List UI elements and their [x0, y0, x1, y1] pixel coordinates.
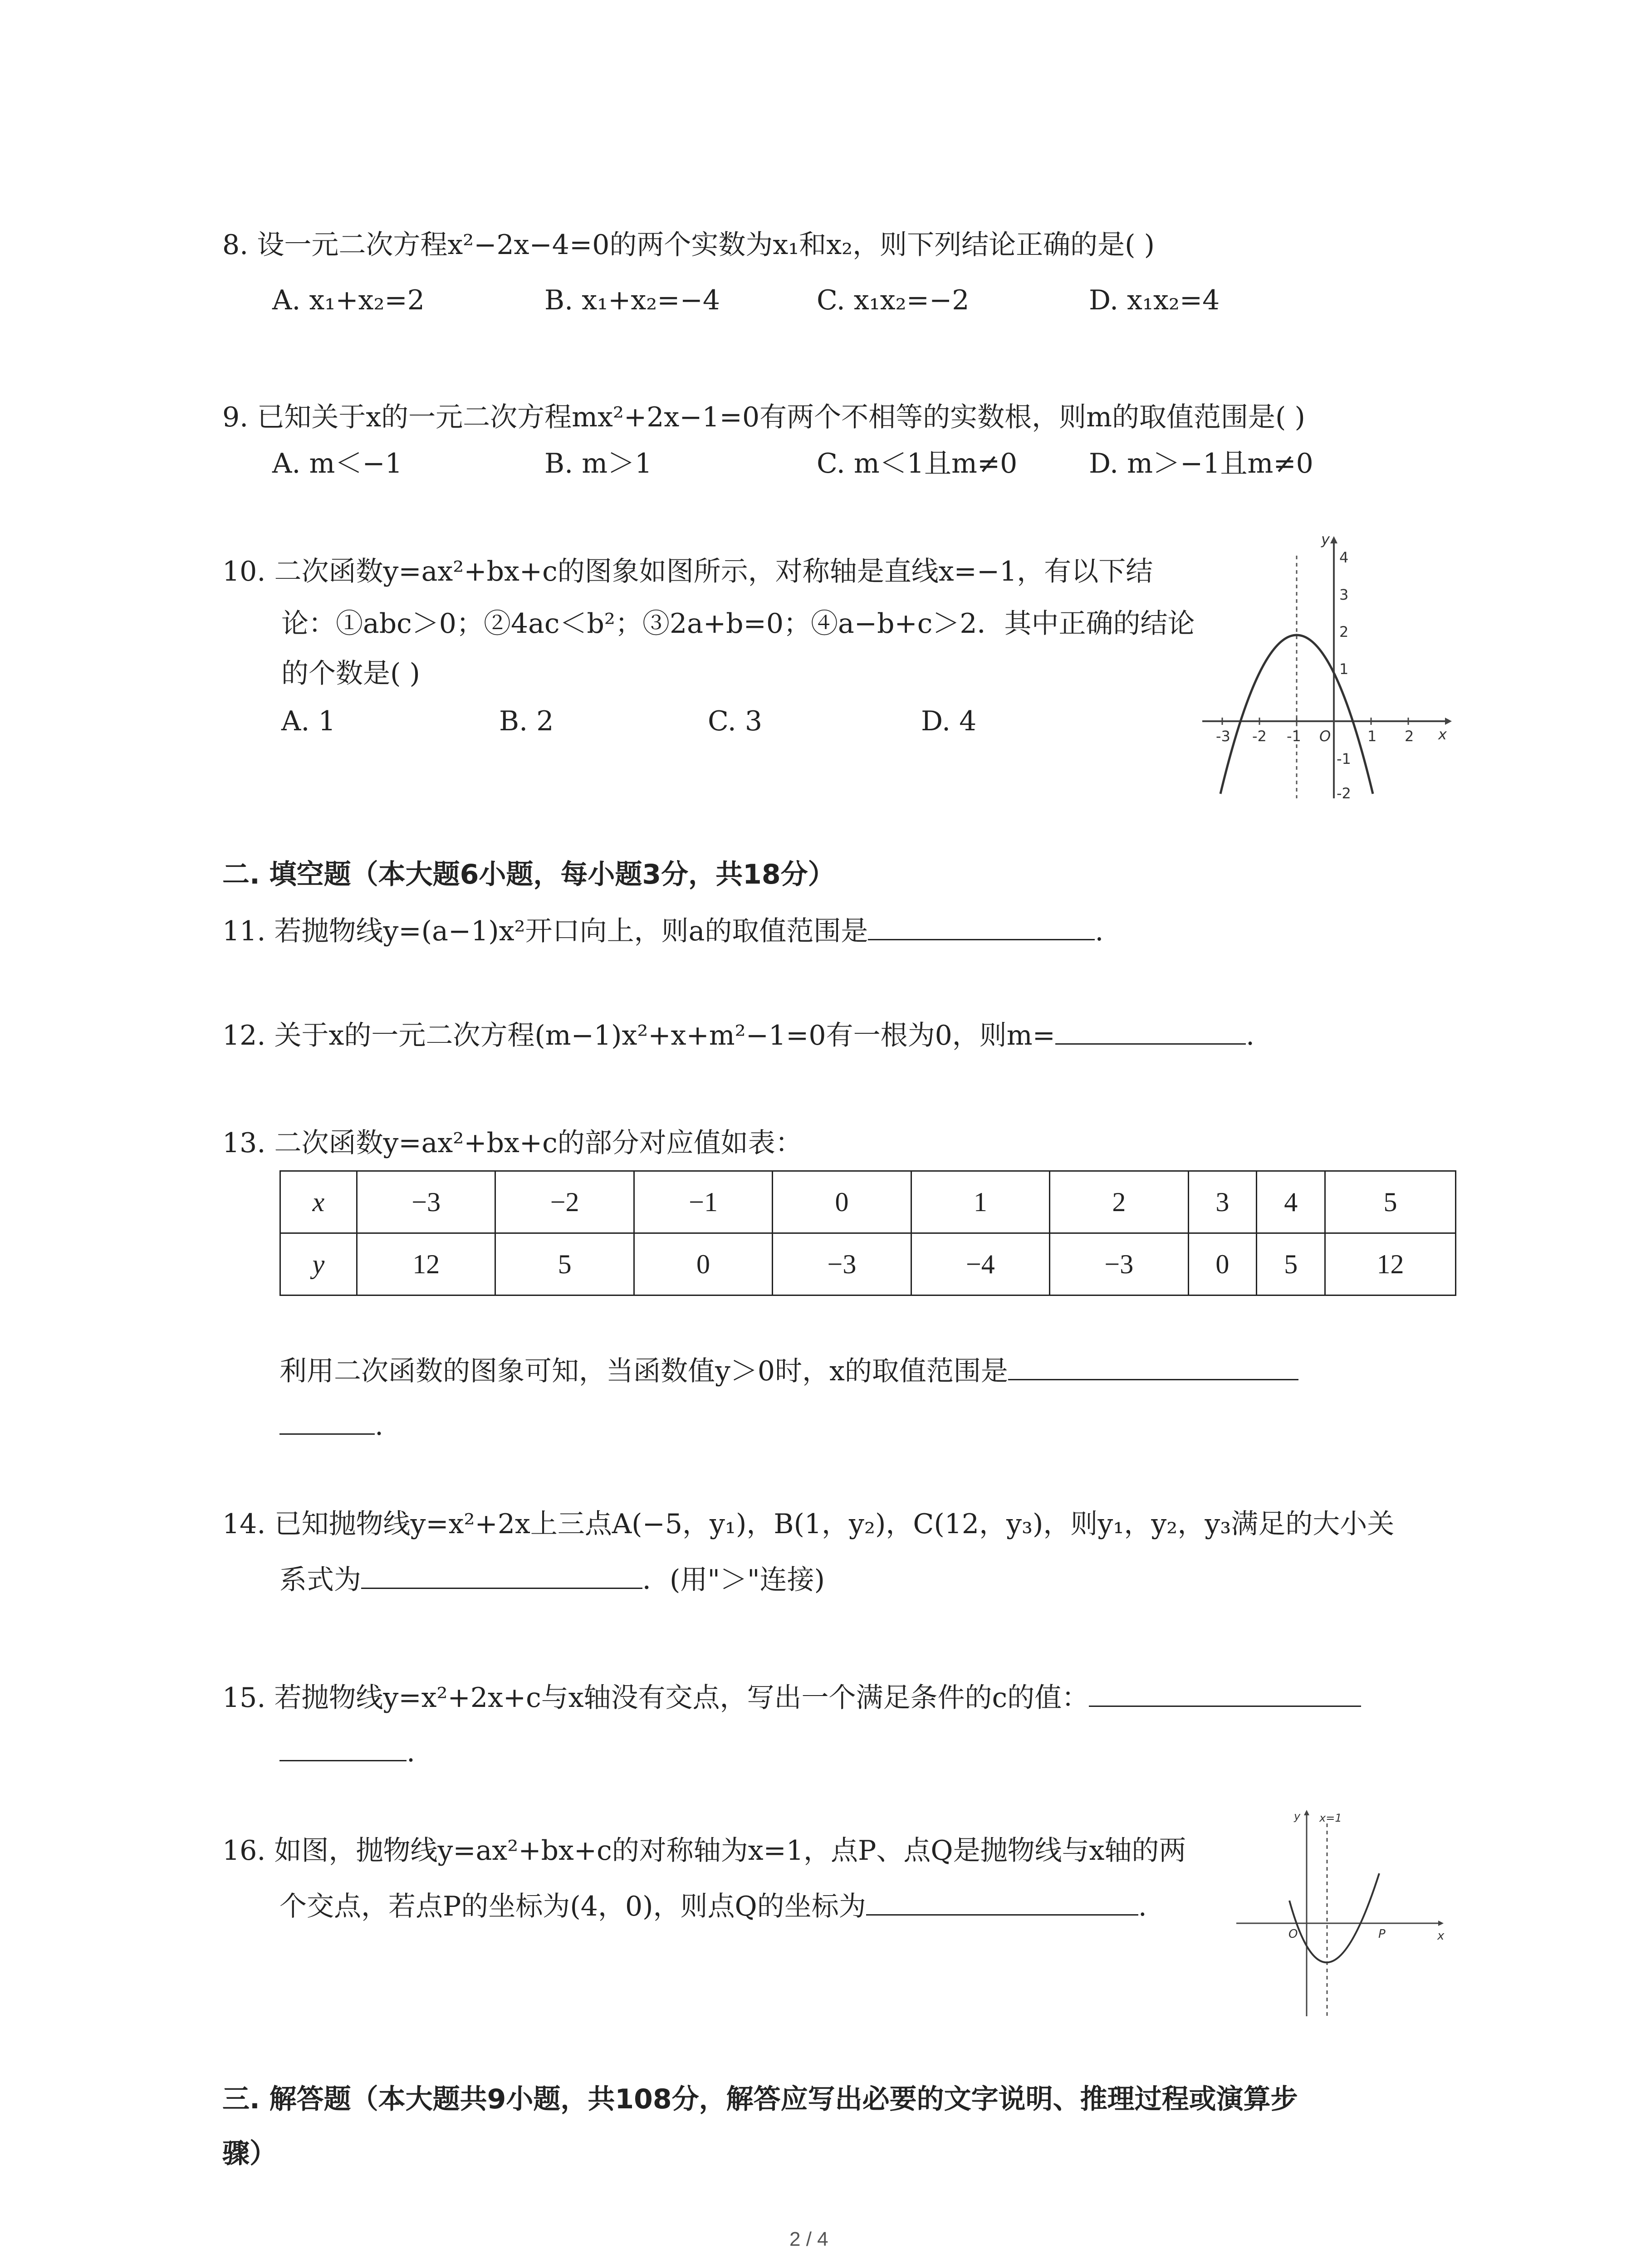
table-cell: 5 [1257, 1233, 1325, 1295]
q9-option-d: D. m＞−1且m≠0 [1089, 448, 1313, 479]
answer-blank[interactable] [361, 1560, 642, 1589]
question-13-blank-cont [279, 1406, 383, 1444]
table-cell: 5 [1325, 1171, 1456, 1233]
x-axis-arrow-icon [1445, 718, 1452, 725]
origin-label: O [1319, 728, 1331, 745]
y-tick-label: 2 [1339, 623, 1349, 640]
page-number: 2 / 4 [789, 2228, 828, 2250]
question-12-end: . [1245, 1020, 1255, 1051]
question-10-line-1: 10. 二次函数y=ax²+bx+c的图象如图所示，对称轴是直线x=−1，有以下结 [222, 556, 1153, 587]
question-14-line-2 [279, 1560, 825, 1598]
question-15 [222, 1678, 1361, 1716]
table-cell: 4 [1257, 1171, 1325, 1233]
x-tick-label: -1 [1287, 728, 1301, 745]
question-13-end: . [375, 1410, 384, 1442]
section-3-title-line-1: 三. 解答题（本大题共9小题，共108分，解答应写出必要的文字说明、推理过程或演算步 [222, 2083, 1298, 2115]
answer-blank[interactable] [868, 912, 1095, 940]
q8-option-d: D. x₁x₂=4 [1089, 284, 1220, 316]
origin-label: O [1288, 1927, 1298, 1941]
value-table [279, 1170, 1456, 1296]
y-axis-arrow-icon [1304, 1810, 1309, 1815]
question-10-line-3: 的个数是( ) [281, 658, 420, 689]
question-9-stem: 9. 已知关于x的一元二次方程mx²+2x−1=0有两个不相等的实数根，则m的取值范围是( ) [222, 401, 1305, 433]
q10-option-c: C. 3 [708, 705, 763, 737]
question-14-end: ．(用"＞"连接) [642, 1564, 825, 1596]
table-cell: −1 [634, 1171, 772, 1233]
table-cell: 5 [495, 1233, 634, 1295]
question-11-end: . [1095, 915, 1104, 947]
x-tick-label: 2 [1405, 728, 1414, 745]
table-cell: −3 [1050, 1233, 1188, 1295]
question-12-stem: 12. 关于x的一元二次方程(m−1)x²+x+m²−1=0有一根为0，则m= [222, 1020, 1055, 1051]
table-row-x [280, 1171, 1456, 1233]
answer-blank[interactable] [1055, 1016, 1246, 1045]
question-13-follow [279, 1352, 1298, 1389]
q16-parabola-graph [1234, 1805, 1452, 2019]
question-8-stem: 8. 设一元二次方程x²−2x−4=0的两个实数为x₁和x₂，则下列结论正确的是( ) [222, 229, 1155, 261]
question-15-end: . [407, 1736, 416, 1768]
table-cell: −2 [495, 1171, 634, 1233]
question-14-line-2-text: 系式为 [279, 1564, 361, 1596]
q10-option-a: A. 1 [281, 705, 336, 737]
question-15-blank-cont [279, 1733, 415, 1770]
y-axis-arrow-icon [1330, 536, 1337, 543]
section-2-title: 二. 填空题（本大题6小题，每小题3分，共18分） [222, 859, 835, 890]
question-16-line-2-text: 个交点，若点P的坐标为(4，0)，则点Q的坐标为 [279, 1891, 866, 1922]
parabola-curve [1289, 1873, 1379, 1962]
table-cell: 3 [1188, 1171, 1257, 1233]
answer-blank[interactable] [279, 1406, 375, 1435]
x-axis-label: x [1438, 726, 1447, 743]
question-12 [222, 1016, 1254, 1054]
answer-blank[interactable] [1089, 1678, 1361, 1707]
y-tick-label: 1 [1339, 660, 1349, 678]
table-cell: 12 [1325, 1233, 1456, 1295]
table-cell: −3 [357, 1171, 495, 1233]
x-tick-label: -2 [1252, 728, 1267, 745]
x-tick-label: 1 [1367, 728, 1377, 745]
q9-option-b: B. m＞1 [544, 448, 652, 479]
q8-option-c: C. x₁x₂=−2 [817, 284, 970, 316]
table-header-x: x [280, 1171, 357, 1233]
y-tick-label: -1 [1337, 750, 1351, 767]
table-cell: 0 [1188, 1233, 1257, 1295]
question-16-line-1: 16. 如图，抛物线y=ax²+bx+c的对称轴为x=1，点P、点Q是抛物线与x轴的两 [222, 1835, 1186, 1867]
table-cell: −3 [773, 1233, 911, 1295]
x-axis-arrow-icon [1438, 1921, 1444, 1926]
answer-blank[interactable] [279, 1733, 407, 1761]
table-row-y [280, 1233, 1456, 1295]
question-13-follow-text: 利用二次函数的图象可知，当函数值y＞0时，x的取值范围是 [279, 1355, 1008, 1387]
question-16-end: . [1138, 1891, 1147, 1922]
q8-option-b: B. x₁+x₂=−4 [544, 284, 720, 316]
question-11 [222, 912, 1103, 949]
y-tick-label: 4 [1339, 549, 1349, 566]
q10-option-b: B. 2 [499, 705, 554, 737]
symmetry-axis-label: x=1 [1319, 1812, 1342, 1824]
table-cell: −4 [911, 1233, 1049, 1295]
table-cell: 1 [911, 1171, 1049, 1233]
table-cell: 2 [1050, 1171, 1188, 1233]
table-header-y: y [280, 1233, 357, 1295]
question-11-stem: 11. 若抛物线y=(a−1)x²开口向上，则a的取值范围是 [222, 915, 868, 947]
question-16-line-2 [279, 1887, 1147, 1925]
y-tick-label: 3 [1339, 586, 1349, 603]
q9-option-c: C. m＜1且m≠0 [817, 448, 1018, 479]
table-cell: 0 [634, 1233, 772, 1295]
question-15-stem: 15. 若抛物线y=x²+2x+c与x轴没有交点，写出一个满足条件的c的值： [222, 1682, 1089, 1714]
q10-parabola-graph [1198, 531, 1452, 803]
question-13-stem: 13. 二次函数y=ax²+bx+c的部分对应值如表： [222, 1127, 803, 1159]
q9-option-a: A. m＜−1 [272, 448, 402, 479]
x-axis-label: x [1437, 1929, 1445, 1943]
table-cell: 0 [773, 1171, 911, 1233]
table-cell: 12 [357, 1233, 495, 1295]
q10-option-d: D. 4 [921, 705, 977, 737]
y-axis-label: y [1294, 1810, 1301, 1823]
answer-blank[interactable] [1008, 1352, 1298, 1380]
q8-option-a: A. x₁+x₂=2 [272, 284, 425, 316]
answer-blank[interactable] [866, 1887, 1138, 1916]
section-3-title-line-2: 骤） [222, 2138, 277, 2170]
question-14-line-1: 14. 已知抛物线y=x²+2x上三点A(−5，y₁)，B(1，y₂)，C(12，y₃)，则y₁，y₂，y₃满足的大小关 [222, 1508, 1395, 1540]
y-tick-label: -2 [1337, 785, 1351, 802]
y-axis-label: y [1321, 531, 1330, 548]
question-10-line-2: 论：①abc＞0；②4ac＜b²；③2a+b=0；④a−b+c＞2．其中正确的结论 [281, 608, 1195, 640]
point-p-label: P [1378, 1927, 1386, 1941]
x-tick-label: -3 [1216, 728, 1230, 745]
